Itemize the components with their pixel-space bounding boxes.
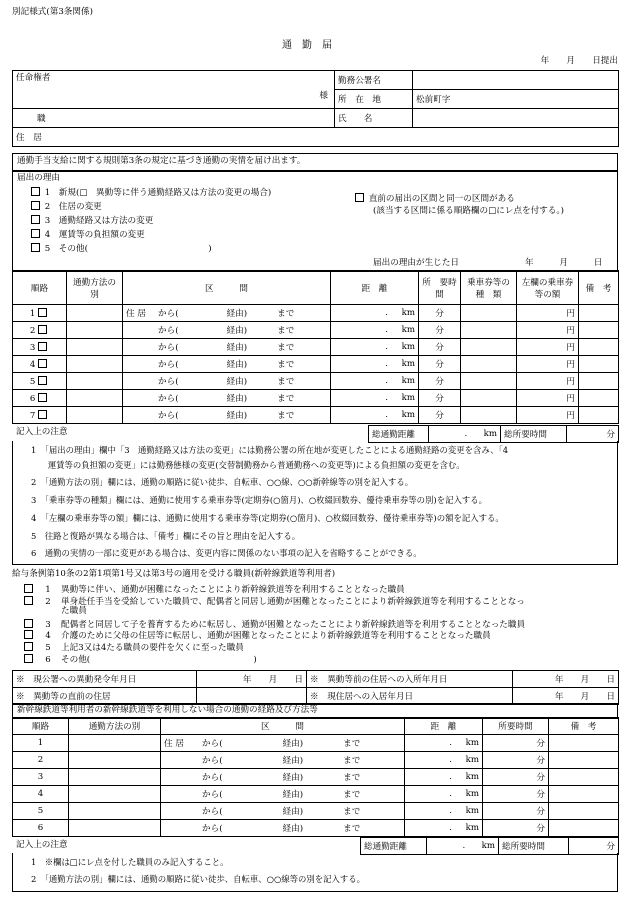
form-title: 通 勤 届 [282,40,332,51]
alt-total-distance-label: 総通勤距離 [361,838,427,855]
header-method: 通勤方法の 別 [67,271,123,305]
route-remarks[interactable] [579,322,619,339]
shinkansen-item[interactable]: 5 上記3又は4たる職員の要件を欠くに至った職員 [24,642,244,654]
checkbox-icon [38,376,47,385]
route-ticket-type[interactable] [461,305,517,322]
route-order[interactable]: 3 [13,339,67,356]
shinkansen-item[interactable]: 4 介護のために父母の住居等に転居し、通勤が困難となったことにより新幹線鉄道等を利用することとなった職員 [24,630,491,642]
route-ticket-amount[interactable]: 円 [517,407,579,424]
note-4: 4 「左欄の乗車券等の額」欄には、通勤に使用する乗車券等(定期券(○箇月)、○枚綴回数券、優待乗車券等)の額を記入する。 [31,513,504,523]
header-order: 順路 [13,271,67,305]
notes-title: 記入上の注意 [16,427,68,437]
route-method[interactable] [67,356,123,373]
alt-header-distance: 距 離 [405,718,483,735]
checkbox-icon [24,584,33,593]
same-section-option[interactable]: 直前の届出の区間と同一の区間がある [355,193,515,205]
checkbox-icon [31,201,40,210]
route-section[interactable]: から( 経由) まで [123,339,331,356]
route-section[interactable]: から( 経由) まで [123,390,331,407]
alt-header-order: 順路 [13,718,69,735]
checkbox-icon [31,243,40,252]
reason-item-1[interactable]: 1 新規(□ 異動等に伴う通勤経路又は方法の変更の場合) [31,187,271,199]
submit-date: 年 月 日提出 [540,56,618,66]
route-remarks[interactable] [579,407,619,424]
alt-route-distance[interactable]: . km [405,820,483,837]
alt-route-section[interactable]: から( 経由) まで [161,752,405,769]
route-time[interactable]: 分 [419,356,461,373]
alt-route-row [13,752,619,769]
residence-row[interactable] [13,128,619,147]
alt-route-method[interactable] [69,803,161,820]
alt-route-distance[interactable]: . km [405,735,483,752]
alt-route-distance[interactable]: . km [405,786,483,803]
checkbox-icon [355,193,364,202]
route-ticket-amount[interactable]: 円 [517,305,579,322]
route-distance[interactable]: . km [331,322,419,339]
alt-route-row [13,735,619,752]
total-distance-field[interactable]: . km [429,426,501,443]
alt-total-time-field[interactable]: 分 [569,838,619,855]
route-order[interactable]: 6 [13,390,67,407]
checkbox-icon [38,308,47,317]
location-field[interactable]: 松前町字 [413,90,619,109]
route-distance[interactable]: . km [331,356,419,373]
route-time[interactable]: 分 [419,390,461,407]
shinkansen-item[interactable]: 1 異動等に伴い、通勤が困難になったことにより新幹線鉄道等を利用することとなった職員 [24,584,405,596]
route-ticket-type[interactable] [461,390,517,407]
alt-header-method: 通勤方法の別 [69,718,161,735]
route-distance[interactable]: . km [331,305,419,322]
total-time-label: 総所要時間 [501,426,567,443]
route-table [12,270,619,424]
alt-header-section: 区 間 [161,718,405,735]
route-row [13,390,619,407]
prev-residence-label: ※ 異動等の直前の住居 [13,688,197,705]
alt-route-time[interactable]: 分 [483,752,549,769]
alt-title: 新幹線鉄道等利用者の新幹線鉄道等を利用しない場合の通勤の経路及び方法等 [17,705,318,715]
note-6: 6 通勤の実情の一部に変更がある場合は、変更内容に関係のない事項の記入を省略することができる。 [31,548,422,558]
route-section[interactable]: から( 経由) まで [123,322,331,339]
appointer-label: 任命権者 [16,73,51,83]
checkbox-icon [24,619,33,628]
checkbox-icon [31,229,40,238]
office-name-field[interactable] [413,71,619,90]
route-ticket-type[interactable] [461,407,517,424]
route-ticket-type[interactable] [461,373,517,390]
route-order[interactable]: 5 [13,373,67,390]
header-ticket-type: 乗車券等の 種 類 [461,271,517,305]
shinkansen-item: た職員 [61,606,87,616]
form-id: 別記様式(第3条関係) [12,7,93,17]
route-ticket-amount[interactable]: 円 [517,322,579,339]
alt-route-row [13,803,619,820]
route-ticket-amount[interactable]: 円 [517,339,579,356]
current-residence-date-label: ※ 現住居への入居年月日 [307,688,513,705]
note-1a: 1 「届出の理由」欄中「3 通勤経路又は方法の変更」には勤務公署の所在地が変更したことによる通勤経路の変更を含み、「4 [31,445,509,455]
shinkansen-item[interactable]: 2 単身赴任手当を受給していた職員で、配偶者と同居し通勤が困難となったことにより新幹線鉄道等を利用することとなっ [24,596,525,608]
alt-route-remarks[interactable] [549,752,619,769]
name-label: 氏 名 [335,109,413,128]
alt-route-remarks[interactable] [549,769,619,786]
route-time[interactable]: 分 [419,373,461,390]
alt-route-row [13,769,619,786]
route-order[interactable]: 4 [13,356,67,373]
shinkansen-title: 給与条例第10条の2第1項第1号又は第3号の適用を受ける職員(新幹線鉄道等利用者) [12,569,336,579]
alt-route-method[interactable] [69,820,161,837]
alt-route-remarks[interactable] [549,735,619,752]
location-label: 所 在 地 [335,90,413,109]
alt-total-time-label: 総所要時間 [499,838,569,855]
reason-item-3[interactable]: 3 通勤経路又は方法の変更 [31,215,153,227]
checkbox-icon [24,630,33,639]
alt-route-order: 4 [13,786,69,803]
route-row [13,322,619,339]
route-distance[interactable]: . km [331,373,419,390]
alt-route-remarks[interactable] [549,803,619,820]
alt-route-section[interactable]: から( 経由) まで [161,803,405,820]
route-order[interactable]: 2 [13,322,67,339]
route-section[interactable]: から( 経由) まで [123,407,331,424]
alt-route-section[interactable]: 住 居 から( 経由) まで [161,735,405,752]
reason-date-value[interactable]: 年 月 日 [525,258,603,268]
alt-route-method[interactable] [69,769,161,786]
checkbox-icon [31,187,40,196]
alt-route-order: 6 [13,820,69,837]
alt-route-time[interactable]: 分 [483,735,549,752]
route-ticket-amount[interactable]: 円 [517,373,579,390]
alt-notes-box [12,853,618,892]
alt-note-1: 1 ※欄は□にレ点を付した職員のみ記入すること。 [31,857,229,867]
position-label: 職 [37,114,46,124]
route-section[interactable]: から( 経由) まで [123,373,331,390]
note-3: 3 「乗車券等の種類」欄には、通勤に使用する乗車券等(定期券(○箇月)、○枚綴回数券、優待乗車券等の別)を記入する。 [31,495,487,505]
route-remarks[interactable] [579,305,619,322]
alt-route-time[interactable]: 分 [483,786,549,803]
route-method[interactable] [67,390,123,407]
alt-route-order: 2 [13,752,69,769]
header-ticket-amount: 左欄の乗車券等の額 [517,271,579,305]
total-distance-label: 総通勤距離 [369,426,429,443]
alt-header-remarks: 備 考 [549,718,619,735]
alt-total-distance-field[interactable]: . km [427,838,499,855]
alt-route-remarks[interactable] [549,786,619,803]
shinkansen-item[interactable]: 3 配偶者と同居して子を養育するために転居し、通勤が困難となったことにより新幹線鉄道等を利用することとなった職員 [24,619,525,631]
alt-route-method[interactable] [69,786,161,803]
route-section[interactable]: 住 居 から( 経由) まで [123,305,331,322]
alt-route-time[interactable]: 分 [483,769,549,786]
header-distance: 距 離 [331,271,419,305]
route-remarks[interactable] [579,390,619,407]
alt-route-distance[interactable]: . km [405,769,483,786]
checkbox-icon [24,642,33,651]
note-1b: 運賃等の負担額の変更」には勤務態様の変更(交替制勤務から普通勤務への変更等)による負担額の変更を含む。 [31,460,465,470]
header-table [12,70,619,147]
route-order[interactable]: 1 [13,305,67,322]
prev-residence-date-field[interactable]: 年 月 日 [513,671,619,688]
transfer-date-field[interactable]: 年 月 日 [197,671,307,688]
alt-route-row [13,820,619,837]
note-5: 5 往路と復路が異なる場合は、「備考」欄にその旨と理由を記入する。 [31,531,301,541]
checkbox-icon [38,342,47,351]
route-row [13,305,619,322]
alt-header-time: 所要時間 [483,718,549,735]
current-residence-date-field[interactable]: 年 月 日 [513,688,619,705]
checkbox-icon [31,215,40,224]
position-row[interactable] [13,109,335,128]
route-time[interactable]: 分 [419,305,461,322]
alt-route-method[interactable] [69,735,161,752]
prev-residence-date-label: ※ 異動等前の住居への入所年月日 [307,671,513,688]
residence-label: 住 居 [16,133,42,143]
shinkansen-item[interactable]: 6 その他( ) [24,654,257,666]
route-order[interactable]: 7 [13,407,67,424]
note-2: 2 「通勤方法の別」欄には、通勤の順路に従い徒歩、自転車、○○線、○○新幹線等の別を記入する。 [31,477,414,487]
alt-note-2: 2 「通勤方法の別」欄には、通勤の順路に従い徒歩、自転車、○○線等の別を記入する。 [31,874,365,884]
alt-route-distance[interactable]: . km [405,803,483,820]
route-section[interactable]: から( 経由) まで [123,356,331,373]
reason-box [12,170,618,272]
alt-route-order: 1 [13,735,69,752]
alt-notes-title: 記入上の注意 [16,840,68,850]
header-remarks: 備 考 [579,271,619,305]
alt-route-remarks[interactable] [549,820,619,837]
reason-item-5[interactable]: 5 その他( ) [31,243,212,255]
route-row [13,339,619,356]
route-method[interactable] [67,407,123,424]
route-ticket-amount[interactable]: 円 [517,356,579,373]
alt-route-time[interactable]: 分 [483,803,549,820]
alt-route-method[interactable] [69,752,161,769]
appointer-cell [13,71,335,109]
alt-route-section[interactable]: から( 経由) まで [161,769,405,786]
sama-label: 様 [319,91,328,101]
alt-route-table [12,717,619,837]
route-time[interactable]: 分 [419,339,461,356]
route-ticket-type[interactable] [461,356,517,373]
checkbox-icon [24,596,33,605]
transfer-date-label: ※ 現公署への異動発令年月日 [13,671,197,688]
alt-route-section[interactable]: から( 経由) まで [161,820,405,837]
alt-route-section[interactable]: から( 経由) まで [161,786,405,803]
alt-route-time[interactable]: 分 [483,820,549,837]
checkbox-icon [38,359,47,368]
alt-route-order: 3 [13,769,69,786]
route-method[interactable] [67,322,123,339]
route-method[interactable] [67,373,123,390]
route-time[interactable]: 分 [419,322,461,339]
route-remarks[interactable] [579,373,619,390]
header-section: 区 間 [123,271,331,305]
route-row [13,407,619,424]
alt-route-order: 5 [13,803,69,820]
alt-route-row [13,786,619,803]
header-time: 所 要時 間 [419,271,461,305]
reason-item-4[interactable]: 4 運賃等の負担額の変更 [31,229,145,241]
route-ticket-type[interactable] [461,322,517,339]
route-ticket-type[interactable] [461,339,517,356]
prev-residence-field[interactable] [197,688,307,705]
route-remarks[interactable] [579,356,619,373]
checkbox-icon [24,654,33,663]
route-row [13,373,619,390]
checkbox-icon [38,325,47,334]
reason-title: 届出の理由 [17,173,60,183]
route-time[interactable]: 分 [419,407,461,424]
total-time-field[interactable]: 分 [567,426,619,443]
shinkansen-dates [12,670,619,705]
route-distance[interactable]: . km [331,407,419,424]
reason-item-2[interactable]: 2 住居の変更 [31,201,102,213]
office-name-label: 勤務公署名 [335,71,413,90]
same-section-note: (該当する区間に係る順路欄の□にレ点を付する。) [373,206,564,216]
checkbox-icon [38,393,47,402]
route-method[interactable] [67,339,123,356]
reason-date-label: 届出の理由が生じた日 [373,258,459,268]
route-distance[interactable]: . km [331,390,419,407]
name-field[interactable] [413,109,619,128]
alt-route-distance[interactable]: . km [405,752,483,769]
route-ticket-amount[interactable]: 円 [517,390,579,407]
notes-box [12,441,618,565]
declaration-text: 通勤手当支給に関する規則第3条の規定に基づき通勤の実情を届け出ます。 [17,156,306,166]
route-remarks[interactable] [579,339,619,356]
route-row [13,356,619,373]
checkbox-icon [38,410,47,419]
route-method[interactable] [67,305,123,322]
route-distance[interactable]: . km [331,339,419,356]
